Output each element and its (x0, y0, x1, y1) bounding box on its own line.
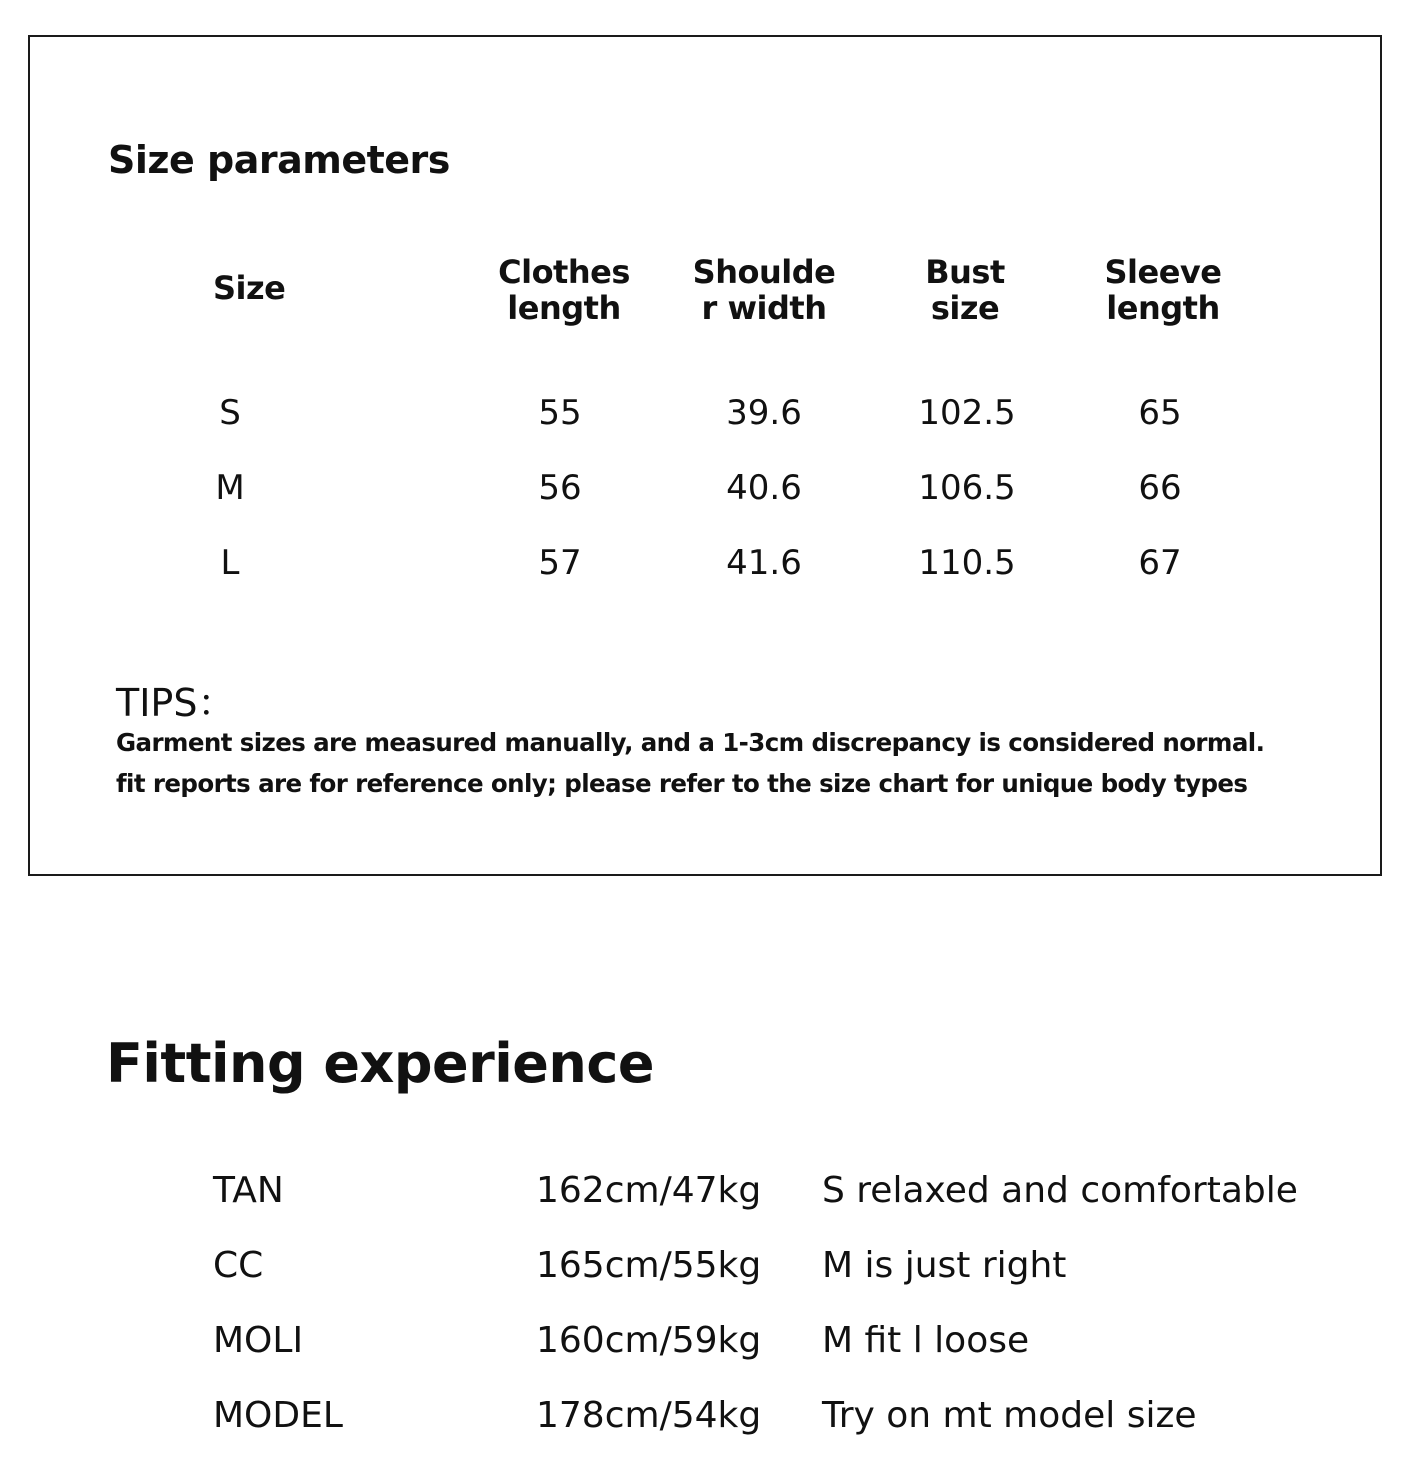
clothes-length-cell: 55 (538, 393, 582, 433)
sleeve-length-cell: 66 (1138, 468, 1182, 508)
tips-text: Garment sizes are measured manually, and a 1-3cm discrepancy is considered normal. fit reports are for reference only; please refer to the size chart for unique body types (116, 728, 1265, 798)
fitter-stats: 160cm/59kg (536, 1320, 762, 1361)
size-cell: M (215, 468, 245, 508)
fitter-name: MOLI (213, 1320, 304, 1361)
fitter-note: M fit l loose (822, 1320, 1030, 1361)
fitter-stats: 162cm/47kg (536, 1170, 762, 1211)
fitter-name: MODEL (213, 1395, 343, 1436)
size-cell: L (220, 543, 240, 583)
header-sleeve-length: Sleeve length (1104, 253, 1222, 327)
header-size: Size (213, 269, 286, 307)
header-bust-size: Bust size (925, 253, 1005, 327)
fitter-stats: 165cm/55kg (536, 1245, 762, 1286)
fitting-experience-title: Fitting experience (106, 1032, 655, 1095)
fitter-note: M is just right (822, 1245, 1067, 1286)
bust-size-cell: 102.5 (918, 393, 1016, 433)
fitter-note: Try on mt model size (822, 1395, 1197, 1436)
tips-title: TIPS： (116, 681, 236, 725)
size-cell: S (219, 393, 241, 433)
fitter-name: CC (213, 1245, 264, 1286)
clothes-length-cell: 56 (538, 468, 582, 508)
shoulder-width-cell: 39.6 (726, 393, 802, 433)
header-shoulder-width: Shoulde r width (692, 253, 836, 327)
sleeve-length-cell: 65 (1138, 393, 1182, 433)
bust-size-cell: 110.5 (918, 543, 1016, 583)
sleeve-length-cell: 67 (1138, 543, 1182, 583)
bust-size-cell: 106.5 (918, 468, 1016, 508)
shoulder-width-cell: 41.6 (726, 543, 802, 583)
fitter-note: S relaxed and comfortable (822, 1170, 1298, 1211)
clothes-length-cell: 57 (538, 543, 582, 583)
fitter-name: TAN (213, 1170, 284, 1211)
header-clothes-length: Clothes length (498, 253, 630, 327)
fitter-stats: 178cm/54kg (536, 1395, 762, 1436)
shoulder-width-cell: 40.6 (726, 468, 802, 508)
size-parameters-title: Size parameters (108, 138, 450, 182)
